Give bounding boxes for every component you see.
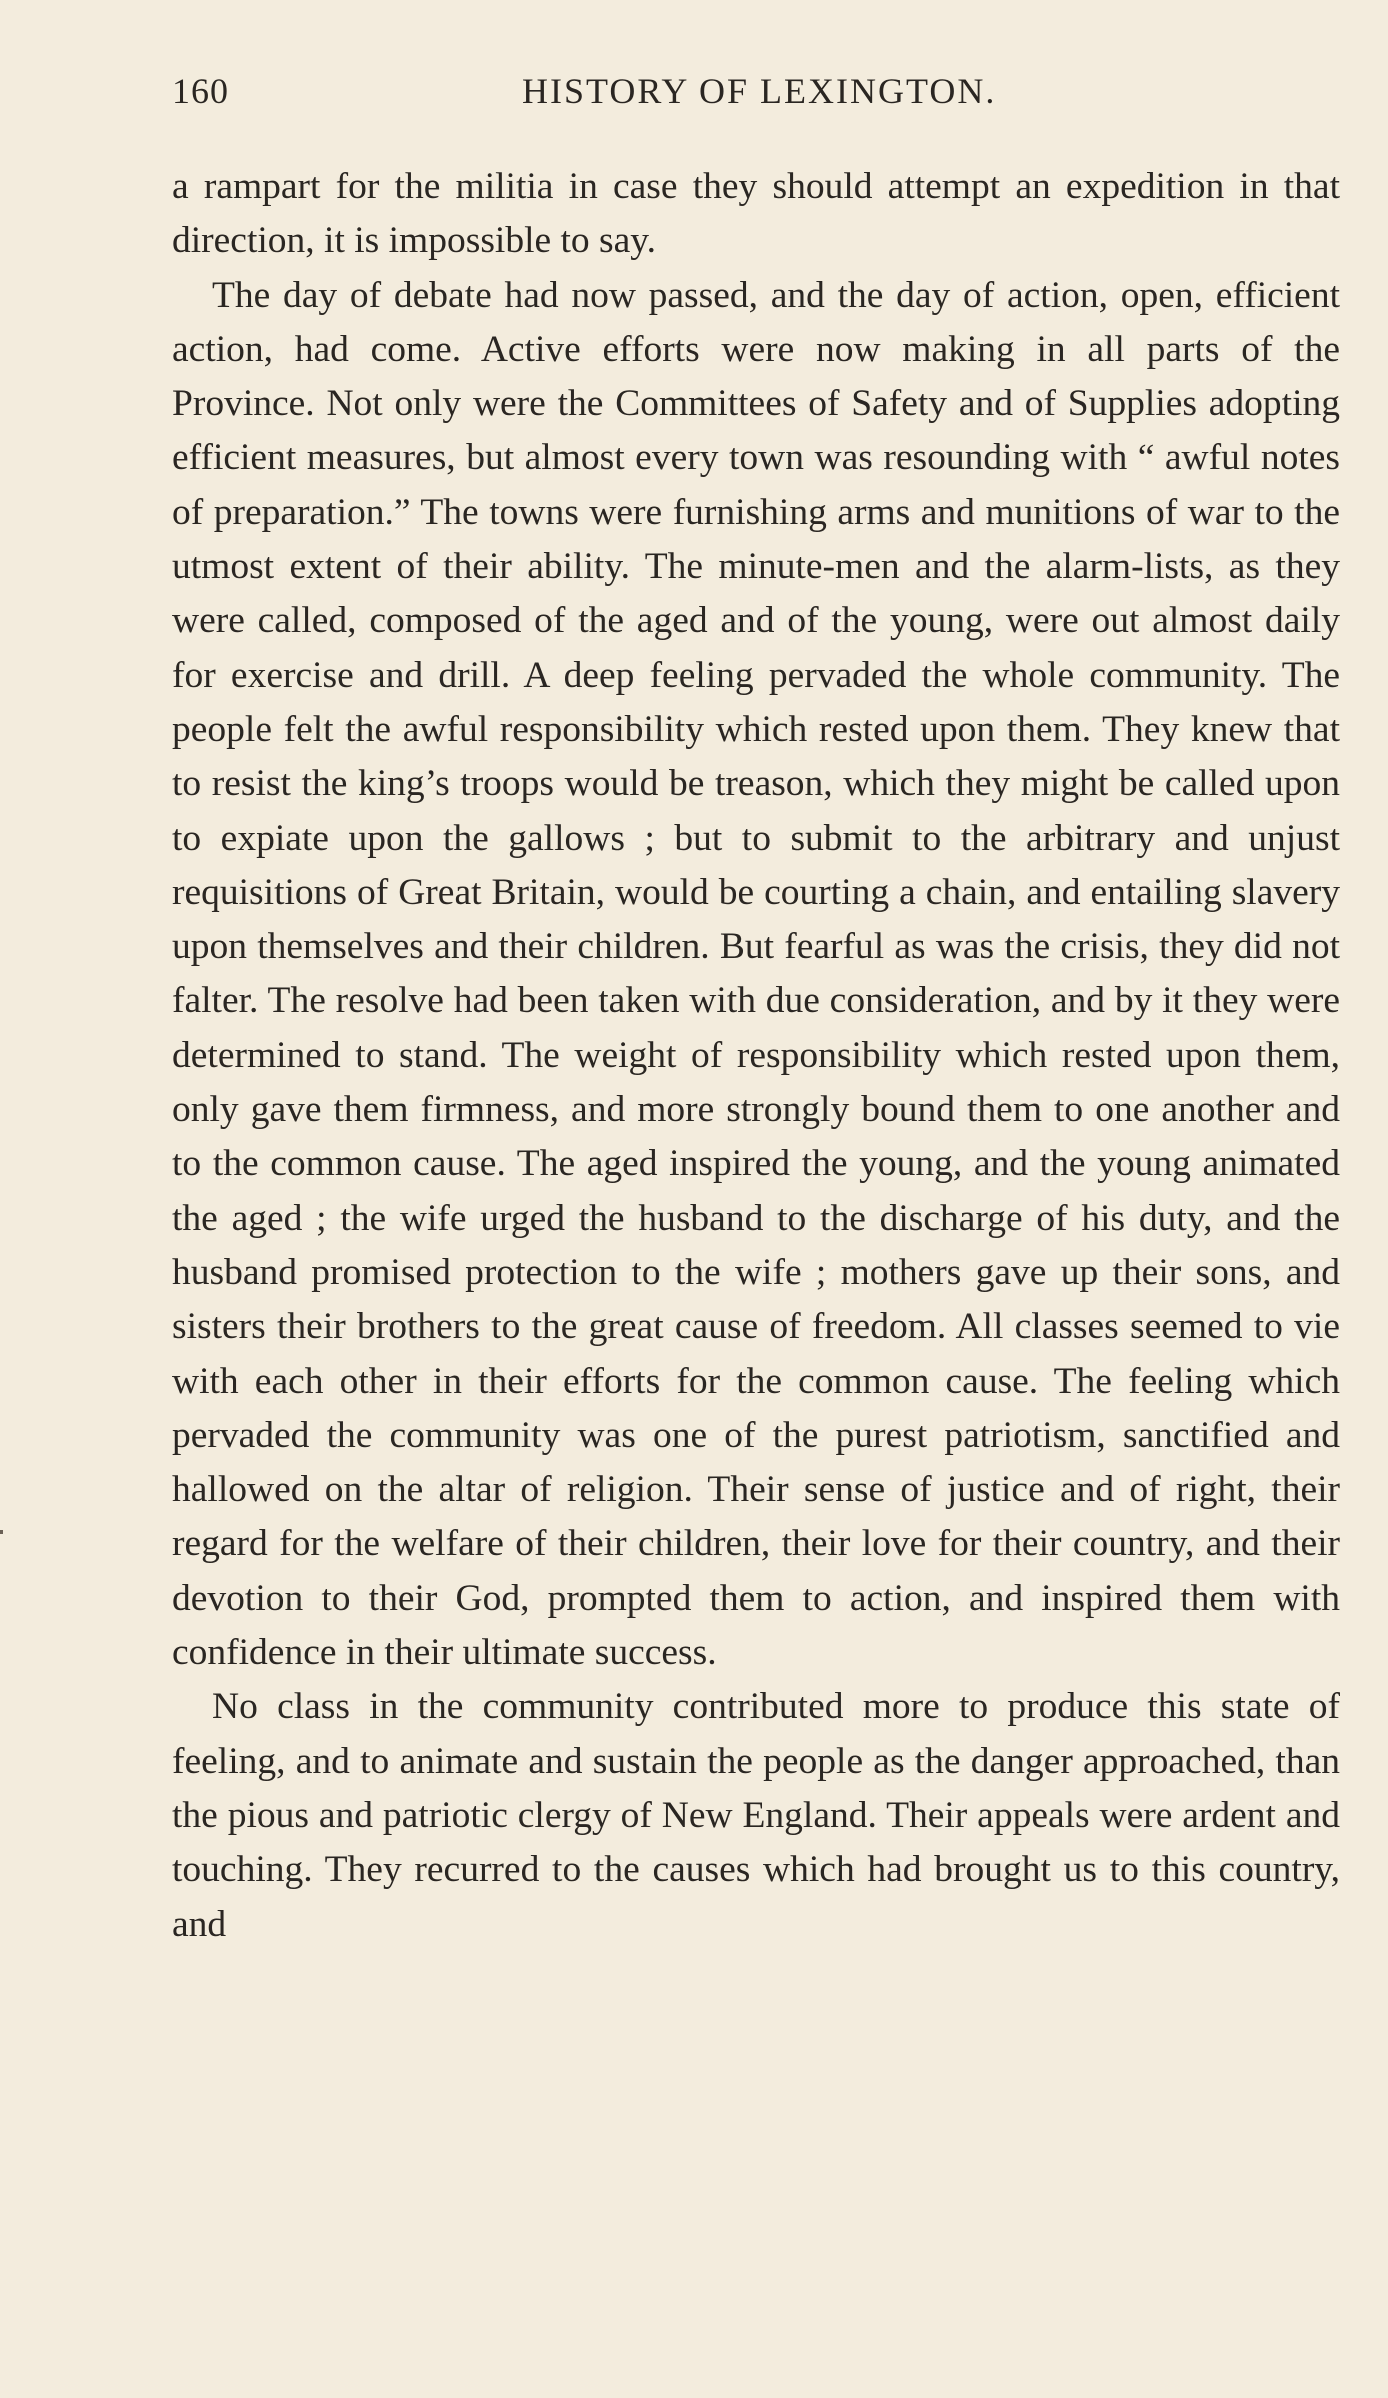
paragraph-1: a rampart for the militia in case they should attempt an expedition in that direction, it is impossible to say. [172, 166, 1340, 262]
running-head [172, 70, 1342, 120]
running-title: HISTORY OF LEXINGTON. [522, 71, 997, 111]
body-text [172, 160, 1340, 1952]
paragraph-2: The day of debate had now passed, and the day of action, open, efficient action, had come. Active efforts were now making in all parts of the Province. Not only were the Committees of Safety and of Supplies adopting efficient measures, but almost every town was resounding with “ awful notes of preparation.” The towns were furnishing arms and munitions of war to the utmost extent of their ability. The minute-men and the alarm-lists, as they were called, composed of the aged and of the young, were out almost daily for exercise and drill. A deep feeling pervaded the whole community. The people felt the awful responsibility which rested upon them. They knew that to resist the king’s troops would be treason, which they might be called upon to expiate upon the gallows ; but to submit to the arbitrary and unjust requisitions of Great Britain, would be courting a chain, and entailing slavery upon themselves and their children. But fearful as was the crisis, they did not falter. The resolve had been taken with due consideration, and by it they were determined to stand. The weight of responsibility which rested upon them, only gave them firmness, and more strongly bound them to one another and to the common cause. The aged inspired the young, and the young animated the aged ; the wife urged the husband to the discharge of his duty, and the husband promised protection to the wife ; mothers gave up their sons, and sisters their brothers to the great cause of freedom. All classes seemed to vie with each other in their efforts for the common cause. The feeling which pervaded the community was one of the purest patriotism, sanctified and hallowed on the altar of religion. Their sense of justice and of right, their regard for the welfare of their children, their love for their country, and their devotion to their God, prompted them to action, and inspired them with confidence in their ultimate success. [172, 274, 1340, 1674]
margin-mark [0, 1530, 3, 1534]
paragraph-3: No class in the community contributed more to produce this state of feeling, and to animate and sustain the people as the danger approached, than the pious and patriotic clergy of New England. Their appeals were ardent and touching. They recurred to the causes which had brought us to this country, and [172, 1686, 1340, 1945]
page-number: 160 [172, 71, 229, 111]
